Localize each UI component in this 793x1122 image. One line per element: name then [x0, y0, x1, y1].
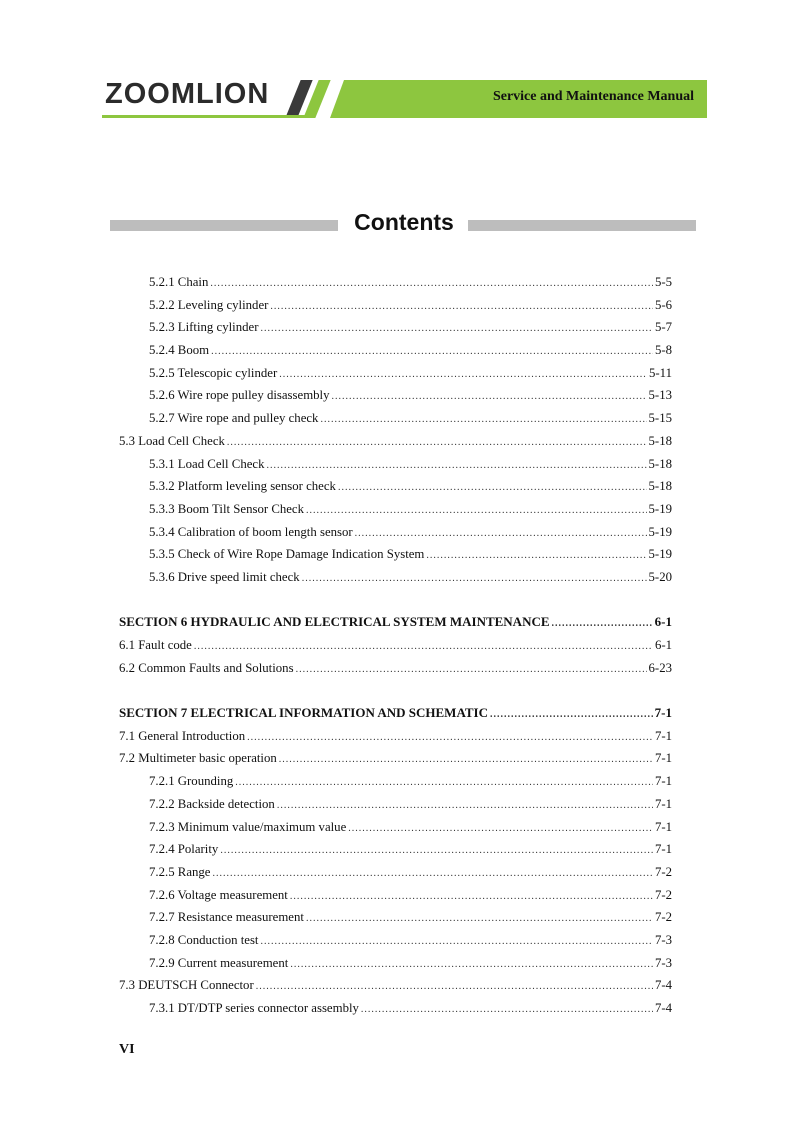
toc-entry-page: 7-1	[654, 842, 672, 857]
toc-entry-page: 7-3	[654, 955, 672, 970]
toc-entry-label: SECTION 6 HYDRAULIC AND ELECTRICAL SYSTEM MAINTENANCE	[119, 614, 550, 630]
toc-entry-label: 5.3.2 Platform leveling sensor check	[149, 479, 336, 494]
toc-entry[interactable]	[119, 543, 672, 566]
toc-entry[interactable]	[119, 861, 672, 884]
toc-leader-dots	[361, 999, 653, 1022]
toc-entry-page: 7-2	[654, 910, 672, 925]
toc-leader-dots	[277, 795, 653, 818]
toc-entry-page: 5-15	[648, 411, 672, 426]
toc-entry-label: 5.3.1 Load Cell Check	[149, 456, 265, 471]
page-number: VI	[119, 1042, 135, 1057]
toc-entry-label: 5.2.5 Telescopic cylinder	[149, 365, 278, 380]
toc-entry-label: 7.2.1 Grounding	[149, 774, 234, 789]
toc-entry-page: 7-1	[654, 751, 672, 766]
toc-entry[interactable]	[119, 453, 672, 476]
toc-section-entry[interactable]	[119, 611, 672, 634]
toc-leader-dots	[332, 386, 647, 409]
toc-entry-label: 5.3 Load Cell Check	[119, 433, 225, 448]
toc-entry-label: 7.3.1 DT/DTP series connector assembly	[149, 1001, 359, 1015]
contents-heading: Contents	[354, 209, 454, 235]
toc-entry-page: 7-1	[654, 705, 672, 721]
toc-entry-label: 5.3.5 Check of Wire Rope Damage Indication System	[149, 547, 425, 562]
toc-entry[interactable]	[119, 339, 672, 362]
toc-leader-dots	[320, 409, 646, 432]
toc-entry-label: 5.2.1 Chain	[149, 275, 209, 289]
table-of-contents	[119, 271, 672, 1020]
toc-leader-dots	[213, 863, 653, 886]
toc-section-entry[interactable]	[119, 702, 672, 725]
toc-leader-dots	[270, 296, 653, 319]
toc-leader-dots	[256, 976, 653, 999]
toc-entry-page: 5-13	[648, 388, 672, 403]
toc-entry[interactable]	[119, 430, 672, 453]
toc-entry-page: 5-19	[648, 547, 672, 562]
toc-entry-label: 6.1 Fault code	[119, 638, 192, 652]
toc-group-section7	[119, 702, 672, 1020]
toc-entry[interactable]	[119, 974, 672, 997]
toc-entry-page: 5-19	[648, 501, 672, 516]
toc-entry-label: 5.2.7 Wire rope and pulley check	[149, 411, 319, 426]
toc-entry-page: 6-1	[654, 638, 672, 652]
toc-leader-dots	[296, 659, 647, 682]
toc-leader-dots	[306, 500, 647, 523]
toc-group-section5	[119, 271, 672, 589]
toc-entry[interactable]	[119, 271, 672, 294]
toc-entry[interactable]	[119, 770, 672, 793]
toc-leader-dots	[210, 273, 653, 296]
toc-entry-page: 7-4	[654, 1001, 672, 1015]
toc-entry-page: 5-18	[648, 456, 672, 471]
toc-entry-page: 5-18	[648, 479, 672, 494]
toc-entry-page: 5-6	[654, 297, 672, 312]
toc-group-section6	[119, 611, 672, 679]
toc-entry-label: 5.3.4 Calibration of boom length sensor	[149, 524, 353, 539]
toc-entry-label: 5.3.6 Drive speed limit check	[149, 569, 300, 584]
toc-entry[interactable]	[119, 884, 672, 907]
toc-entry-label: 7.2.3 Minimum value/maximum value	[149, 819, 347, 834]
toc-leader-dots	[348, 818, 653, 841]
toc-leader-dots	[235, 772, 653, 795]
toc-entry-label: 5.3.3 Boom Tilt Sensor Check	[149, 501, 305, 516]
toc-entry-label: 5.2.6 Wire rope pulley disassembly	[149, 388, 330, 403]
toc-entry-label: 7.2.2 Backside detection	[149, 796, 275, 811]
toc-leader-dots	[552, 613, 653, 636]
toc-leader-dots	[227, 432, 647, 455]
toc-leader-dots	[355, 523, 647, 546]
toc-entry-page: 7-3	[654, 932, 672, 947]
toc-entry-page: 7-1	[654, 819, 672, 834]
toc-entry-page: 5-11	[649, 365, 672, 380]
toc-entry-page: 5-18	[648, 433, 672, 448]
toc-leader-dots	[338, 477, 647, 500]
toc-entry-page: 5-8	[654, 343, 672, 358]
toc-entry-page: 6-23	[648, 660, 672, 675]
toc-entry-label: 7.2.5 Range	[149, 864, 211, 879]
toc-spacer	[119, 679, 672, 702]
toc-entry[interactable]	[119, 384, 672, 407]
toc-entry-label: SECTION 7 ELECTRICAL INFORMATION AND SCHEMATIC	[119, 705, 488, 721]
toc-entry[interactable]	[119, 362, 672, 385]
toc-entry[interactable]	[119, 657, 672, 680]
toc-entry-page: 5-19	[648, 524, 672, 539]
toc-entry-page: 5-7	[654, 320, 672, 335]
toc-entry-label: 7.2.6 Voltage measurement	[149, 887, 288, 902]
toc-entry[interactable]	[119, 816, 672, 839]
toc-entry[interactable]	[119, 316, 672, 339]
manual-title: Service and Maintenance Manual	[492, 89, 694, 104]
toc-entry-page: 7-4	[654, 978, 672, 993]
toc-leader-dots	[490, 704, 653, 727]
toc-entry-label: 5.2.3 Lifting cylinder	[149, 320, 259, 335]
toc-entry-page: 7-1	[654, 774, 672, 789]
toc-entry[interactable]	[119, 634, 672, 657]
toc-leader-dots	[194, 636, 653, 659]
toc-leader-dots	[290, 954, 653, 977]
toc-entry[interactable]	[119, 407, 672, 430]
toc-entry-label: 7.3 DEUTSCH Connector	[119, 978, 254, 993]
toc-leader-dots	[247, 727, 653, 750]
toc-entry-label: 7.2.9 Current measurement	[149, 955, 289, 970]
toc-entry[interactable]	[119, 952, 672, 975]
toc-leader-dots	[306, 908, 653, 931]
toc-leader-dots	[426, 545, 646, 568]
toc-leader-dots	[290, 886, 653, 909]
toc-entry[interactable]	[119, 906, 672, 929]
toc-entry-label: 7.2.7 Resistance measurement	[149, 910, 304, 925]
toc-spacer	[119, 589, 672, 612]
toc-entry-label: 5.2.4 Boom	[149, 343, 210, 358]
toc-entry-page: 5-5	[654, 275, 672, 289]
toc-leader-dots	[220, 840, 653, 863]
toc-entry-label: 7.2.8 Conduction test	[149, 932, 259, 947]
toc-entry[interactable]	[119, 498, 672, 521]
contents-bar-right	[468, 220, 696, 231]
toc-entry-label: 5.2.2 Leveling cylinder	[149, 297, 269, 312]
toc-entry[interactable]	[119, 838, 672, 861]
toc-entry-label: 7.1 General Introduction	[119, 728, 246, 743]
toc-entry[interactable]	[119, 566, 672, 589]
toc-entry-page: 7-1	[654, 796, 672, 811]
toc-entry-label: 6.2 Common Faults and Solutions	[119, 660, 294, 675]
toc-entry[interactable]	[119, 747, 672, 770]
toc-leader-dots	[302, 568, 647, 591]
contents-bar-left	[110, 220, 338, 231]
toc-leader-dots	[211, 341, 653, 364]
toc-leader-dots	[260, 931, 652, 954]
toc-entry[interactable]	[119, 521, 672, 544]
toc-entry-label: 7.2 Multimeter basic operation	[119, 751, 277, 766]
toc-entry-label: 7.2.4 Polarity	[149, 842, 219, 857]
header-underline	[102, 115, 307, 118]
toc-entry-page: 7-1	[654, 728, 672, 743]
toc-entry[interactable]	[119, 294, 672, 317]
toc-entry[interactable]	[119, 725, 672, 748]
toc-leader-dots	[279, 364, 647, 387]
brand-logo: ZOOMLION	[105, 78, 270, 110]
toc-entry[interactable]	[119, 793, 672, 816]
toc-entry-page: 7-2	[654, 887, 672, 902]
toc-entry[interactable]	[119, 475, 672, 498]
toc-entry-page: 5-20	[648, 569, 672, 584]
toc-entry-page: 6-1	[654, 614, 672, 630]
toc-entry[interactable]	[119, 997, 672, 1020]
toc-entry-page: 7-2	[654, 864, 672, 879]
toc-leader-dots	[267, 455, 647, 478]
toc-entry[interactable]	[119, 929, 672, 952]
toc-leader-dots	[260, 318, 652, 341]
toc-leader-dots	[279, 749, 653, 772]
